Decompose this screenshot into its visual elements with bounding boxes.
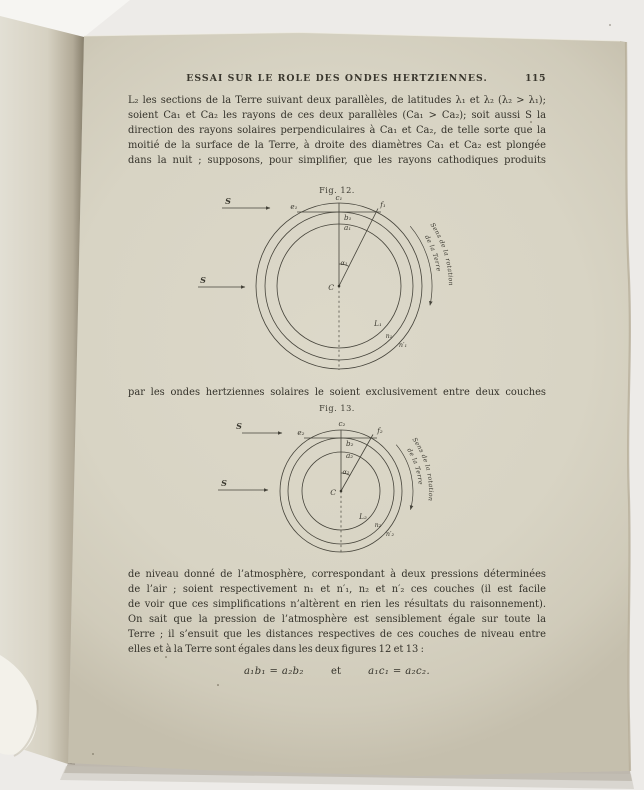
fig12-diagram	[170, 192, 510, 382]
fig12-label-e1: e₁	[290, 202, 298, 211]
equation-et: et	[331, 666, 341, 677]
body-line: dans la nuit ; supposons, pour simplifier, que les rayons cathodiques produits	[128, 155, 546, 167]
fig13-label-f2: f₂	[377, 426, 383, 435]
fig13-label-e2: e₂	[297, 428, 305, 437]
body-line: elles et à la Terre sont égales dans les deux figures 12 et 13 :	[128, 644, 424, 656]
fig12-rotation-text-1: Sens de la rotation	[428, 221, 454, 287]
equation-right: a₁c₁ = a₂c₂.	[368, 666, 431, 677]
fig13-label-n2-prime: n′₂	[385, 530, 395, 538]
body-line: L₂ les sections de la Terre suivant deux parallèles, de latitudes λ₁ et λ₂ (λ₂ > λ₁);	[128, 95, 546, 106]
between-figures-paragraph	[128, 385, 546, 400]
body-line: par les ondes hertziennes solaires le soient exclusivement entre deux couches	[128, 387, 546, 398]
body-line: de voir que ces simplifications n’altèrent en rien les résultats du raisonnement).	[128, 599, 546, 611]
fig13-caption: Fig. 13.	[319, 403, 355, 413]
fig13-center-dot	[340, 490, 343, 493]
fig13-label-a2: a₂	[346, 451, 354, 460]
fig12-label-center: C	[328, 283, 334, 292]
fig12-sun-label-top: S	[225, 196, 231, 206]
equation-line	[128, 666, 546, 677]
paragraph-1	[128, 93, 546, 168]
fig13-rotation-text-1: Sens de la rotation	[410, 436, 435, 502]
page-number: 115	[525, 73, 546, 84]
fig12-rotation-text-2: de la Terre	[422, 234, 442, 273]
paper-speck	[165, 656, 167, 658]
fig12-sun-label-mid: S	[200, 275, 206, 285]
fig12-center-dot	[338, 285, 341, 288]
body-line: direction des rayons solaires perpendiculaires à Ca₁ et Ca₂, de telle sorte que la	[128, 125, 546, 137]
fig13-sun-label-top: S	[236, 421, 242, 431]
fig13-label-L2: L₂	[359, 512, 367, 521]
paper-speck	[92, 753, 94, 755]
body-line: moitié de la surface de la Terre, à droite des diamètres Ca₁ et Ca₂ est plongée	[128, 140, 546, 152]
page-title: ESSAI SUR LE ROLE DES ONDES HERTZIENNES.	[186, 73, 488, 84]
body-line: On sait que la pression de l’atmosphère est sensiblement égale sur toute la	[128, 614, 546, 626]
body-line: Terre ; il s’ensuit que les distances respectives de ces couches de niveau entre	[128, 629, 546, 641]
fig13-label-center: C	[330, 488, 336, 497]
body-line: de niveau donné de l’atmosphère, correspondant à deux pressions déterminées	[128, 569, 546, 580]
fig12-label-a1: a₁	[344, 223, 352, 232]
fig13-label-n2: n₂	[374, 521, 382, 529]
paragraph-2	[128, 567, 546, 658]
fig12-label-b1: b₁	[344, 213, 352, 222]
running-head	[128, 73, 546, 84]
fig12-label-f1: f₁	[380, 200, 386, 209]
fig13-label-c2: c₂	[338, 419, 346, 428]
paper-speck	[530, 121, 532, 123]
fig13-sun-label-mid: S	[221, 478, 227, 488]
equation-left: a₁b₁ = a₂b₂	[243, 666, 304, 677]
fig13-label-b2: b₂	[346, 439, 354, 448]
fig12-label-c1: c₁	[335, 193, 343, 202]
paper-speck	[609, 24, 611, 26]
fig12-label-L1: L₁	[374, 319, 382, 328]
fig12-label-alpha1: α₁	[340, 259, 348, 267]
body-line: soient Ca₁ et Ca₂ les rayons de ces deux parallèles (Ca₁ > Ca₂); soit aussi S la	[128, 110, 546, 122]
fig13-diagram	[170, 410, 510, 568]
fig13-label-alpha2: α₂	[342, 468, 350, 476]
paper-speck	[217, 684, 219, 686]
fig12-label-n1-prime: n′₁	[398, 341, 408, 349]
fig12-caption: Fig. 12.	[319, 185, 355, 195]
fig12-label-n1: n₁	[385, 332, 393, 340]
body-line: de l’air ; soient respectivement n₁ et n′₁, n₂ et n′₂ ces couches (il est facile	[128, 584, 546, 596]
fig13-rotation-text-2: de la Terre	[405, 447, 424, 486]
